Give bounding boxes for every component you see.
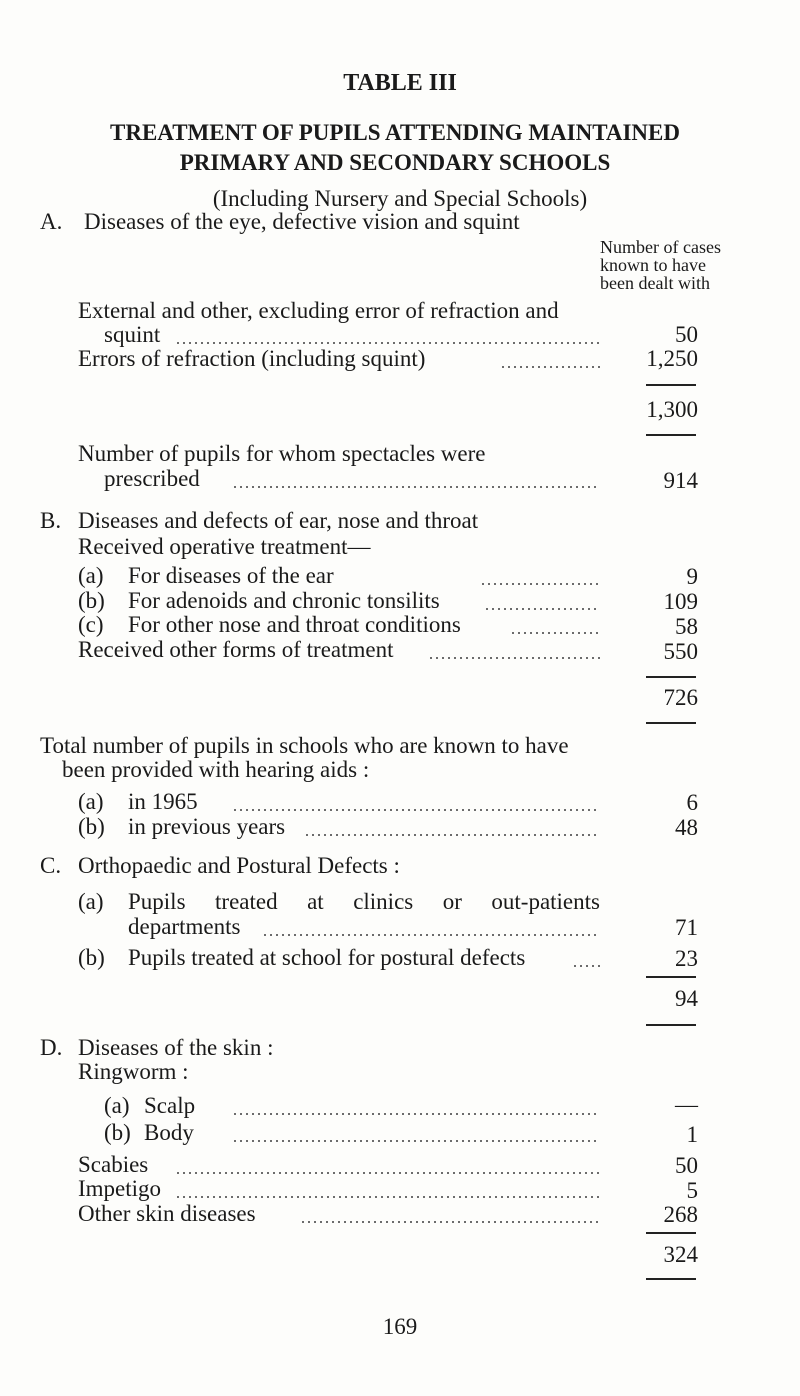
divider-rule	[646, 722, 696, 724]
column-header-line-3: been dealt with	[600, 273, 710, 293]
row-ear-value: 9	[686, 564, 698, 589]
row-other-treatment-value: 550	[663, 639, 698, 664]
leader-dots	[484, 608, 600, 610]
row-clinics-line-2: departments	[128, 914, 241, 939]
section-b-title: Diseases and defects of ear, nose and throat	[78, 508, 479, 533]
column-header-line-2: known to have	[600, 255, 706, 275]
section-d-title: Diseases of the skin :	[78, 1035, 274, 1060]
subheading: (Including Nursery and Special Schools)	[212, 186, 588, 211]
row-postural-value: 23	[675, 946, 698, 971]
row-previous-years-label: in previous years	[128, 814, 286, 839]
section-c-letter: C.	[40, 853, 62, 878]
leader-dots	[232, 1113, 600, 1115]
row-nose-throat-value: 58	[675, 614, 698, 639]
row-ear-label: For diseases of the ear	[128, 563, 334, 588]
leader-dots	[175, 342, 600, 344]
row-external-line-2: squint	[104, 322, 161, 347]
section-c-total: 94	[675, 986, 698, 1011]
hearing-line-2: been provided with hearing aids :	[62, 757, 370, 782]
row-scalp-label: Scalp	[144, 1093, 196, 1118]
divider-rule	[646, 1024, 696, 1026]
hearing-line-1: Total number of pupils in schools who are known to have	[40, 733, 569, 758]
row-adenoids-value: 109	[663, 589, 698, 614]
row-1965-label: in 1965	[128, 789, 198, 814]
row-other-treatment-label: Received other forms of treatment	[78, 637, 394, 662]
row-clinics-line-1: Pupils treated at clinics or out-patients	[128, 889, 600, 914]
row-scalp-value: —	[675, 1092, 698, 1117]
leader-dots	[262, 934, 600, 936]
leader-dots	[232, 486, 600, 488]
section-a-letter: A.	[40, 209, 63, 234]
table-title: TABLE III	[343, 70, 457, 96]
row-nose-throat-marker: (c)	[78, 612, 104, 637]
heading-line-2: PRIMARY AND SECONDARY SCHOOLS	[179, 150, 611, 175]
section-b-subtitle: Received operative treatment—	[78, 534, 371, 559]
divider-rule	[646, 676, 696, 678]
row-clinics-marker: (a)	[78, 889, 104, 914]
spectacles-value: 914	[663, 468, 698, 493]
leader-dots	[232, 1140, 600, 1142]
row-ear-marker: (a)	[78, 563, 104, 588]
section-c-title: Orthopaedic and Postural Defects :	[78, 853, 400, 878]
page-number: 169	[382, 1314, 418, 1339]
row-impetigo-value: 5	[686, 1178, 698, 1203]
row-adenoids-label: For adenoids and chronic tonsilits	[128, 588, 440, 613]
divider-rule	[646, 384, 696, 386]
leader-dots	[572, 965, 600, 967]
row-adenoids-marker: (b)	[78, 588, 105, 613]
row-1965-marker: (a)	[78, 789, 104, 814]
leader-dots	[500, 366, 600, 368]
row-scalp-marker: (a)	[104, 1093, 130, 1118]
leader-dots	[175, 1172, 600, 1174]
spectacles-line-2: prescribed	[104, 466, 200, 491]
leader-dots	[232, 809, 600, 811]
divider-rule	[646, 976, 696, 978]
ringworm-heading: Ringworm :	[78, 1059, 189, 1084]
leader-dots	[304, 834, 600, 836]
row-scabies-value: 50	[675, 1153, 698, 1178]
leader-dots	[480, 583, 600, 585]
section-a-title: Diseases of the eye, defective vision and squint	[84, 209, 520, 234]
row-body-value: 1	[686, 1122, 698, 1147]
row-refraction-value: 1,250	[646, 346, 698, 371]
section-a-total: 1,300	[646, 397, 698, 422]
section-b-letter: B.	[40, 508, 62, 533]
row-postural-label: Pupils treated at school for postural defects	[128, 945, 526, 970]
row-clinics-value: 71	[675, 915, 698, 940]
divider-rule	[646, 434, 696, 436]
row-postural-marker: (b)	[78, 945, 105, 970]
row-external-line-1: External and other, excluding error of refraction and	[78, 298, 559, 323]
row-previous-years-value: 48	[675, 815, 698, 840]
spectacles-line-1: Number of pupils for whom spectacles were	[78, 441, 486, 466]
row-other-skin-value: 268	[663, 1202, 698, 1227]
row-other-skin-label: Other skin diseases	[78, 1201, 256, 1226]
section-d-total: 324	[663, 1242, 698, 1267]
leader-dots	[175, 1196, 600, 1198]
row-body-marker: (b)	[104, 1120, 131, 1145]
row-nose-throat-label: For other nose and throat conditions	[128, 612, 461, 637]
column-header-line-1: Number of cases	[600, 237, 721, 257]
row-previous-years-marker: (b)	[78, 814, 105, 839]
leader-dots	[510, 632, 600, 634]
row-1965-value: 6	[686, 790, 698, 815]
row-impetigo-label: Impetigo	[78, 1176, 162, 1201]
row-body-label: Body	[144, 1120, 194, 1145]
row-scabies-label: Scabies	[78, 1152, 149, 1177]
section-b-total: 726	[663, 685, 698, 710]
row-external-value: 50	[675, 322, 698, 347]
heading-line-1: TREATMENT OF PUPILS ATTENDING MAINTAINED	[110, 120, 680, 145]
divider-rule	[646, 1278, 696, 1280]
section-d-letter: D.	[40, 1035, 63, 1060]
row-refraction-label: Errors of refraction (including squint)	[78, 346, 426, 371]
leader-dots	[428, 657, 600, 659]
leader-dots	[300, 1221, 600, 1223]
column-header	[600, 238, 721, 292]
divider-rule	[646, 1232, 696, 1234]
